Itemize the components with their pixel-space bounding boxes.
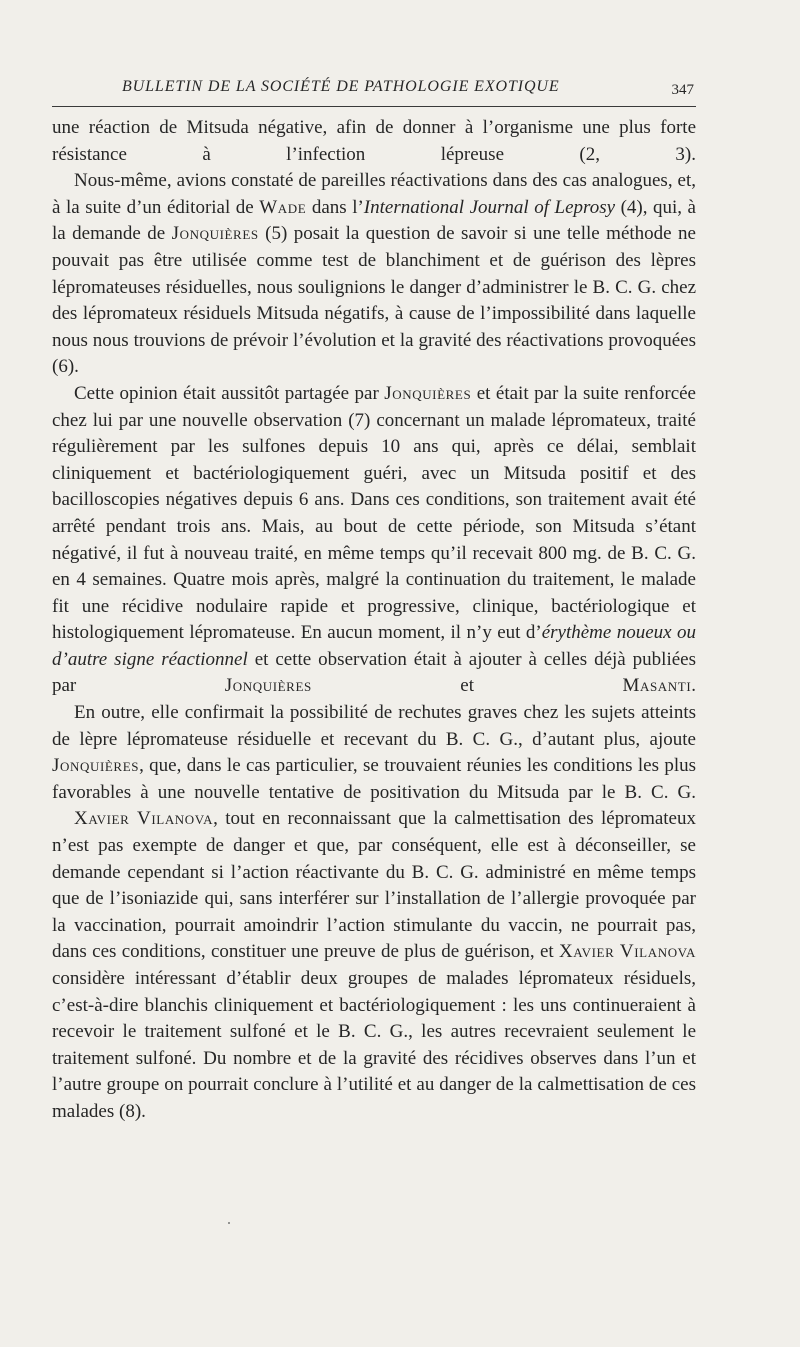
p3-text-2: et était par la suite renforcée chez lui par une nouvelle observation (7) concernant un malade lépromateux, traité régulièrement par les sulfones depuis 10 ans qui, après ce délai, semblait cliniquement et bactériologiquement guéri, avec un Mitsuda positif et des bacilloscopies négatives depuis 6 ans. Dans ces conditions, son traitement avait été arrêté pendant trois ans. Mais, au bout de cette période, son Mitsuda s’étant négativé, il fut à nouveau traité, en même temps qu’il recevait 800 mg. de B. C. G. en 4 semaines. Quatre mois après, malgré la continuation du traitement, le malade fit une récidive nodulaire rapide et progressive, clinique, bactériologique et histologiquement lépromateuse. En aucun moment, il n’y eut d’ bbox=[52, 382, 696, 644]
paragraph-4 bbox=[52, 700, 696, 806]
p2-text-2: dans l’ bbox=[306, 196, 364, 218]
p1-text: une réaction de Mitsuda négative, afin de donner à l’organisme une plus forte résistance à l’infection lépreuse (2, 3). bbox=[52, 117, 696, 165]
print-speck bbox=[228, 1222, 230, 1224]
journal-name-italic: International Journal of Leprosy bbox=[363, 196, 616, 218]
paragraph-3 bbox=[52, 381, 696, 700]
p5-text-2: considère intéressant d’établir deux groupes de malades lépromateux résiduels, c’est-à-dire blanchis cliniquement et bactériologiquement : les uns continueraient à recevoir le traitement sulfoné et le B. C. G., les autres recevraient seulement le traitement sulfoné. Du nombre et de la gravité des récidives observes dans l’un et l’autre groupe on pourrait conclure à l’utilité et au danger de la calmettisation de ces malades (8). bbox=[52, 968, 696, 1122]
p2-text-1: Nous-même, avions constaté de pareilles réactivations dans des cas analogues, et, à la suite d’un éditorial de bbox=[52, 170, 696, 218]
p4-text-1: En outre, elle confirmait la possibilité de rechutes graves chez les sujets atteints de lèpre lépromateuse résiduelle et recevant du B. C. G., d’autant plus, ajoute bbox=[52, 702, 696, 750]
paragraph-1 bbox=[52, 115, 696, 168]
author-name-jonquieres: Jonquières bbox=[52, 755, 140, 777]
author-name-masanti: Masanti bbox=[622, 675, 692, 697]
article-body bbox=[52, 115, 696, 1126]
p3-text-1: Cette opinion était aussitôt partagée par bbox=[74, 382, 385, 404]
p3-text-4: et bbox=[311, 675, 623, 697]
paragraph-2 bbox=[52, 168, 696, 381]
page-number: 347 bbox=[671, 82, 694, 98]
author-name-jonquieres: Jonquières bbox=[224, 675, 312, 697]
author-name-vilanova: Xavier Vilanova bbox=[74, 808, 214, 830]
author-name-jonquieres: Jonquières bbox=[171, 223, 259, 245]
paragraph-5 bbox=[52, 806, 696, 1125]
p4-text-2: , que, dans le cas particulier, se trouvaient réunies les conditions les plus favorables à une nouvelle tentative de positivation du Mitsuda par le B. C. G. bbox=[52, 755, 696, 803]
p3-text-5: . bbox=[691, 675, 696, 697]
author-name-vilanova: Xavier Vilanova bbox=[558, 941, 696, 963]
author-name-wade: Wade bbox=[259, 196, 307, 218]
journal-title: BULLETIN DE LA SOCIÉTÉ DE PATHOLOGIE EXOTIQUE bbox=[122, 78, 560, 95]
running-header bbox=[52, 72, 696, 107]
p5-text-1: , tout en reconnaissant que la calmettisation des lépromateux n’est pas exempte de danger et que, par conséquent, elle est à déconseiller, se demande cependant si l’action réactivante du B. C. G. administré en même temps que de l’isoniazide qui, sans interférer sur l’installation de l’allergie provoquée par la vaccination, pourrait amoindrir l’action stimulante du vaccin, ne pourrait pas, dans ces conditions, constituer une preuve de plus de guérison, et bbox=[52, 808, 696, 963]
p3-text-3: et cette observation était à ajouter à celles déjà publiées par bbox=[52, 648, 696, 697]
p2-text-4: (5) posait la question de savoir si une telle méthode ne pouvait pas être utilisée comme test de blanchiment et de guérison des lèpres lépromateuses résiduelles, nous soulignions le danger d’administrer le B. C. G. chez des lépromateux résiduels Mitsuda négatifs, à cause de l’impossibilité dans laquelle nous nous trouvions de prévoir l’évolution et la gravité des réactivations provoquées (6). bbox=[52, 223, 696, 378]
italic-phrase: érythème noueux ou d’autre signe réactionnel bbox=[52, 622, 697, 670]
author-name-jonquieres: Jonquières bbox=[384, 382, 472, 404]
p2-text-3: (4), qui, à la demande de bbox=[52, 196, 696, 245]
